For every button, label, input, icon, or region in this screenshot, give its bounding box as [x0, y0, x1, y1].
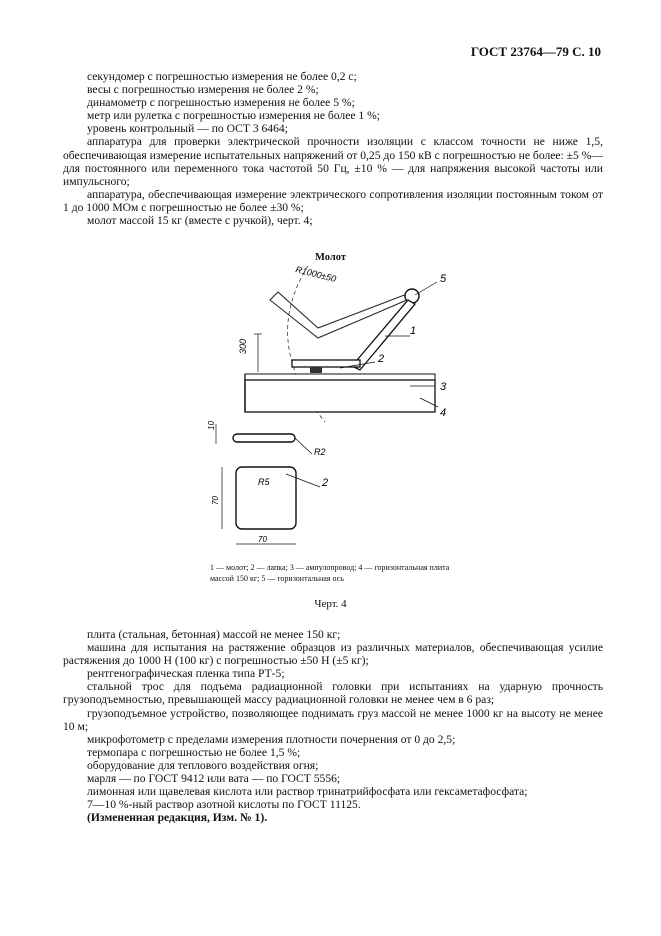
list-item: уровень контрольный — по ОСТ 3 6464;	[87, 122, 288, 136]
page-header: ГОСТ 23764—79 С. 10	[470, 44, 601, 59]
list-item: термопара с погрешностью не более 1,5 %;	[87, 745, 301, 759]
list-item: плита (стальная, бетонная) массой не менее 150 кг;	[87, 628, 341, 641]
list-item: весы с погрешностью измерения не более 2 %;	[87, 83, 319, 97]
amendment-note: (Измененная редакция, Изм. № 1).	[87, 811, 268, 825]
list-item: микрофотометр с пределами измерения плотности почернения от 0 до 2,5;	[87, 732, 456, 746]
list-item: аппаратура для проверки электрической прочности изоляции с классом точности не ниже 1,5, обеспечивающая измерение испытательных напряжений от 0,25 до 150 кВ с погрешностью не более: ±5 %— для постоянного или переменного тока частотой 50 Гц, ±10 % — для напряжения высокой частоты или импульсного;	[63, 135, 603, 188]
figure-caption: 1 — молот; 2 — лапка; 3 — ампулопровод; 4 — горизонтальная плита массой 150 кг; 5 — горизонтальная ось	[210, 563, 450, 583]
list-item: аппаратура, обеспечивающая измерение электрического сопротивления изоляции постоянным током от 1 до 1000 МОм с погрешностью не более ±30 %;	[63, 187, 603, 214]
list-item: машина для испытания на растяжение образцов из различных материалов, обеспечивающая усилие растяжения до 1000 Н (100 кг) с погрешностью ±50 Н (±5 кг);	[63, 641, 603, 668]
callout-2-side: 2	[322, 477, 329, 489]
dim-radius: R1000±50	[294, 264, 338, 284]
tab-pad	[310, 367, 322, 373]
callout-1: 1	[410, 325, 417, 337]
list-item: секундомер с погрешностью измерения не более 0,2 с;	[87, 70, 357, 83]
list-item: метр или рулетка с погрешностью измерения не более 1 %;	[87, 109, 380, 123]
list-item: оборудование для теплового воздействия огня;	[87, 758, 319, 772]
hammer-head	[292, 360, 360, 367]
dim-r-corner: R5	[258, 477, 270, 487]
horizontal-plate	[245, 380, 435, 412]
equipment-list-bottom	[63, 628, 603, 824]
callout-4: 4	[440, 407, 447, 419]
hammer-drawing	[200, 262, 470, 562]
list-item: грузоподъемное устройство, позволяющее поднимать груз массой не менее 1000 кг на высоту не менее 10 м;	[63, 706, 603, 733]
dim-height: 300	[238, 338, 248, 354]
list-item: динамометр с погрешностью измерения не более 5 %;	[87, 96, 355, 110]
list-item: марля — по ГОСТ 9412 или вата — по ГОСТ 5556;	[87, 772, 341, 786]
tab-side	[233, 434, 295, 442]
dim-r-small: R2	[314, 447, 326, 457]
equipment-list-top	[63, 70, 603, 227]
dim-thickness: 10	[207, 421, 216, 430]
callout-3: 3	[440, 381, 447, 393]
dim-side-v: 70	[211, 496, 220, 505]
ampoule-conduit	[245, 374, 435, 380]
dim-side-h: 70	[258, 535, 267, 544]
figure-title: Молот	[314, 252, 347, 263]
callout-5: 5	[440, 273, 447, 285]
list-item: лимонная или щавелевая кислота или раствор тринатрийфосфата или гексаметафосфата;	[87, 785, 528, 799]
list-item: стальной трос для подъема радиационной головки при испытаниях на ударную прочность грузоподъемностью, превышающей массу радиационной головки не менее чем в 6 раз;	[63, 680, 603, 707]
list-item: 7—10 %-ный раствор азотной кислоты по ГОСТ 11125.	[87, 798, 361, 812]
figure-label: Черт. 4	[314, 598, 347, 610]
list-item: молот массой 15 кг (вместе с ручкой), черт. 4;	[87, 214, 313, 228]
callout-2: 2	[378, 353, 385, 365]
list-item: рентгенографическая пленка типа РТ-5;	[87, 667, 285, 681]
